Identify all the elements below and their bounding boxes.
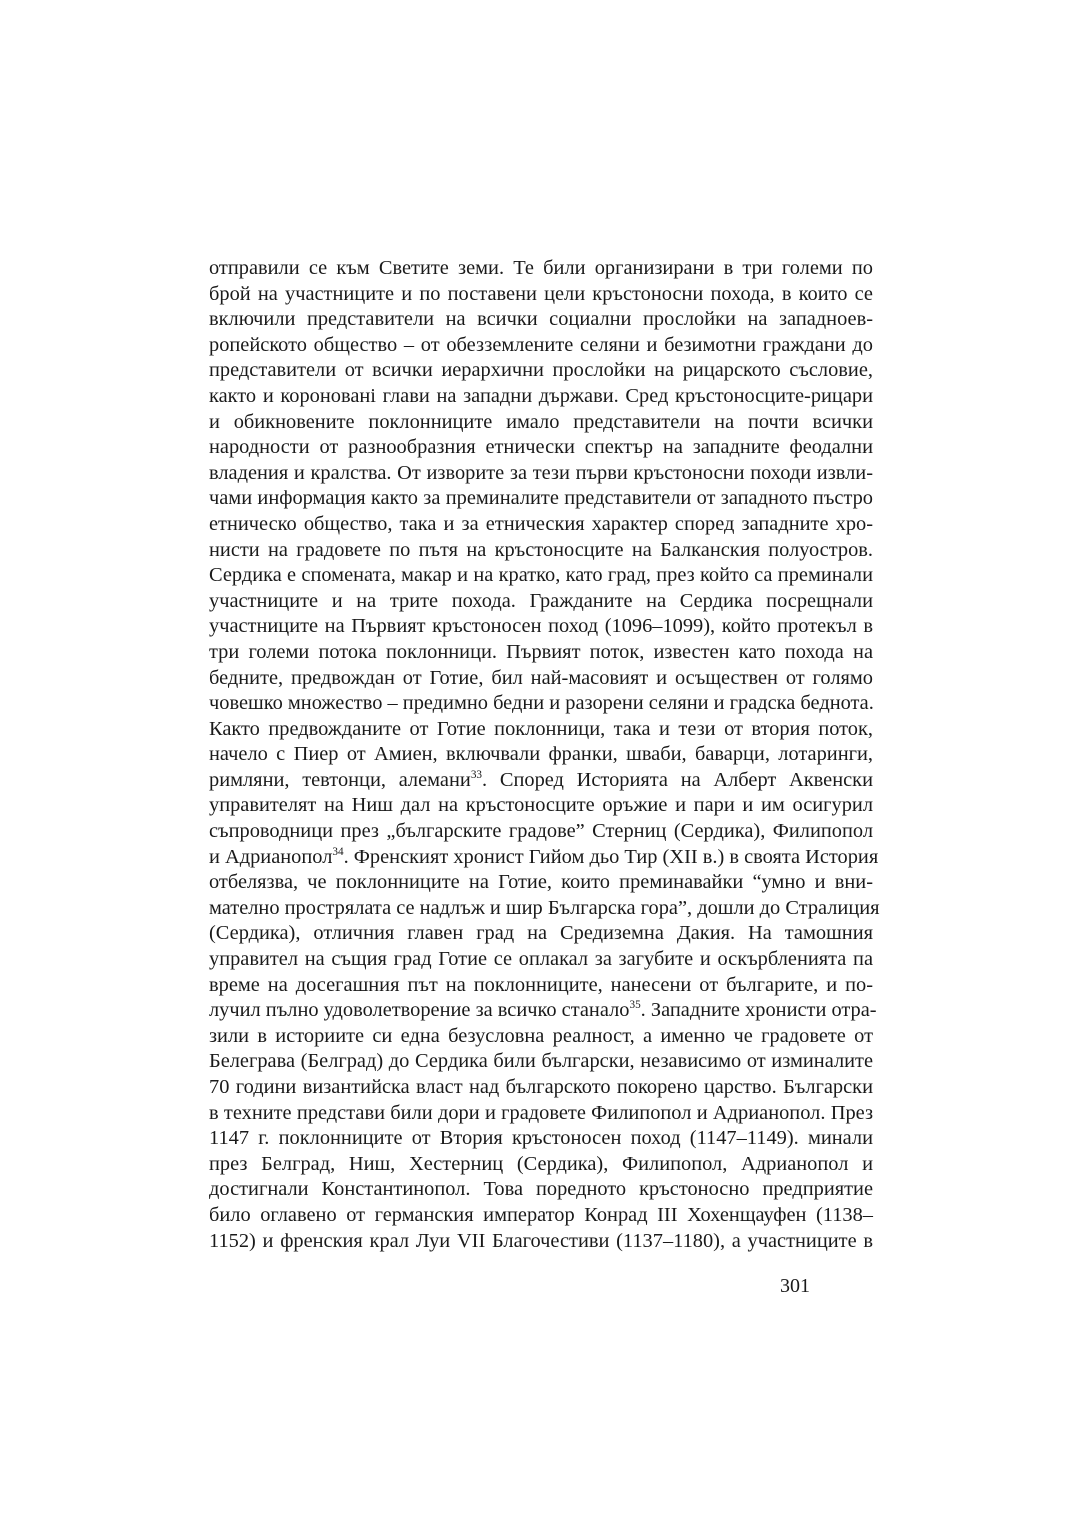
text-line: било оглавено от германския император Конрад III Хохенщауфен (1138–: [209, 1203, 873, 1226]
text-line: достигнали Константинопол. Това поредното кръстоносно предприятие: [209, 1178, 873, 1201]
text-line: през Белград, Ниш, Хестерниц (Сердика), Филипопол, Адрианопол и: [209, 1152, 873, 1175]
text-line: отбелязва, че поклонниците на Готие, които преминавайки “умно и вни-: [209, 871, 873, 894]
text-line: етническо общество, така и за етническия характер според западните хро-: [209, 512, 873, 535]
text-line: време на досегашния път на поклонниците, нанесени от българите, и по-: [209, 973, 873, 996]
text-line: представители от всички иерархични прослойки на рицарското съсловие,: [209, 359, 873, 382]
text-line: 70 години византийска власт над българското покорено царство. Български: [209, 1076, 873, 1098]
text-line-segment: . Западните хронисти отра-: [640, 999, 877, 1022]
text-line: включили представители на всички социални прослойки на западноев-: [209, 308, 873, 331]
text-line: зили в историите си една безусловна реалност, а именно че градовете от: [209, 1024, 873, 1047]
text-line: [209, 845, 879, 871]
footnote-marker: 33: [470, 769, 483, 782]
text-line: 1152) и френския крал Луи VII Благочестиви (1137–1180), а участниците в: [209, 1229, 873, 1252]
text-line: в техните представи били дори и градовете Филипопол и Адрианопол. През: [209, 1101, 873, 1124]
text-line: участниците на Първият кръстоносен поход (1096–1099), който протекъл в: [209, 615, 873, 638]
text-line: както и коронованi глави на западни държави. Сред кръстоносците-рицари: [209, 384, 873, 407]
text-line-segment: лучил пълно удоволетворение за всичко станало: [209, 999, 630, 1022]
page-number: 301: [780, 1275, 810, 1297]
text-line: управителят на Ниш дал на кръстоносците оръжие и пари и им осигурил: [209, 794, 873, 817]
text-line: чами информация както за преминалите представители от западното пъстро: [209, 487, 873, 510]
text-line: отправили се към Светите земи. Те били организирани в три големи по: [209, 257, 873, 279]
body-text: [209, 256, 880, 1254]
text-line: Както предвожданите от Готие поклонници, така и тези от втория поток,: [209, 717, 873, 740]
text-line: съпроводници през „българските градове” Стерниц (Сердика), Филипопол: [209, 820, 873, 843]
text-line: народности от разнообразния етнически спектър на западните феодални: [209, 436, 873, 459]
text-line: ропейското общество – от обезземлените селяни и безимотни граждани до: [209, 333, 873, 356]
footnote-marker: 34: [332, 845, 344, 858]
text-line: владения и кралства. От изворите за тези първи кръстоносни походи извли-: [209, 461, 873, 484]
text-line: 1147 г. поклонниците от Втория кръстоносен поход (1147–1149). минали: [209, 1127, 873, 1150]
text-line: мателно прострялата се надлъж и шир Българска гора”, дошли до Стралиция: [209, 896, 880, 919]
text-line: (Сердика), отличния главен град на Средиземна Дакия. На тамошния: [209, 922, 873, 945]
text-line: начело с Пиер от Амиен, включвали франки, шваби, баварци, лотаринги,: [209, 743, 873, 766]
text-line: Белеграва (Белград) до Сердика били български, независимо от изминалите: [209, 1050, 873, 1073]
text-line: [209, 998, 877, 1024]
text-line: [209, 768, 873, 794]
text-line: участниците и на трите похода. Гражданите на Сердика посрещнали: [209, 589, 873, 612]
text-line: бедните, предвождан от Готие, бил най-масовият и осъществен от голямо: [209, 666, 873, 689]
text-line: три големи потока поклонници. Първият поток, известен като похода на: [209, 640, 873, 663]
footnote-marker: 35: [629, 999, 641, 1012]
text-line-segment: и Адрианопол: [209, 845, 333, 868]
text-line-segment: . Френският хронист Гийом дьо Тир (XII в.) в своята История: [343, 845, 879, 868]
text-line: и обикновените поклонниците имало представители на почти всички: [209, 410, 873, 433]
text-line: Сердика е спомената, макар и на кратко, като град, през който са преминали: [209, 564, 873, 587]
text-line: брой на участниците и по поставени цели кръстоносни похода, в които се: [209, 282, 873, 305]
text-line: човешко множество – предимно бедни и разорени селяни и градска беднота.: [209, 692, 874, 715]
text-line: нисти на градовете по пътя на кръстоносците на Балканския полуостров.: [209, 538, 873, 561]
text-line-segment: . Според Историята на Алберт Аквенски: [482, 768, 873, 791]
text-line: управител на същия град Готие се оплакал за загубите и оскърбленията па: [209, 948, 873, 971]
text-line-segment: римляни, тевтонци, алемани: [209, 768, 471, 791]
